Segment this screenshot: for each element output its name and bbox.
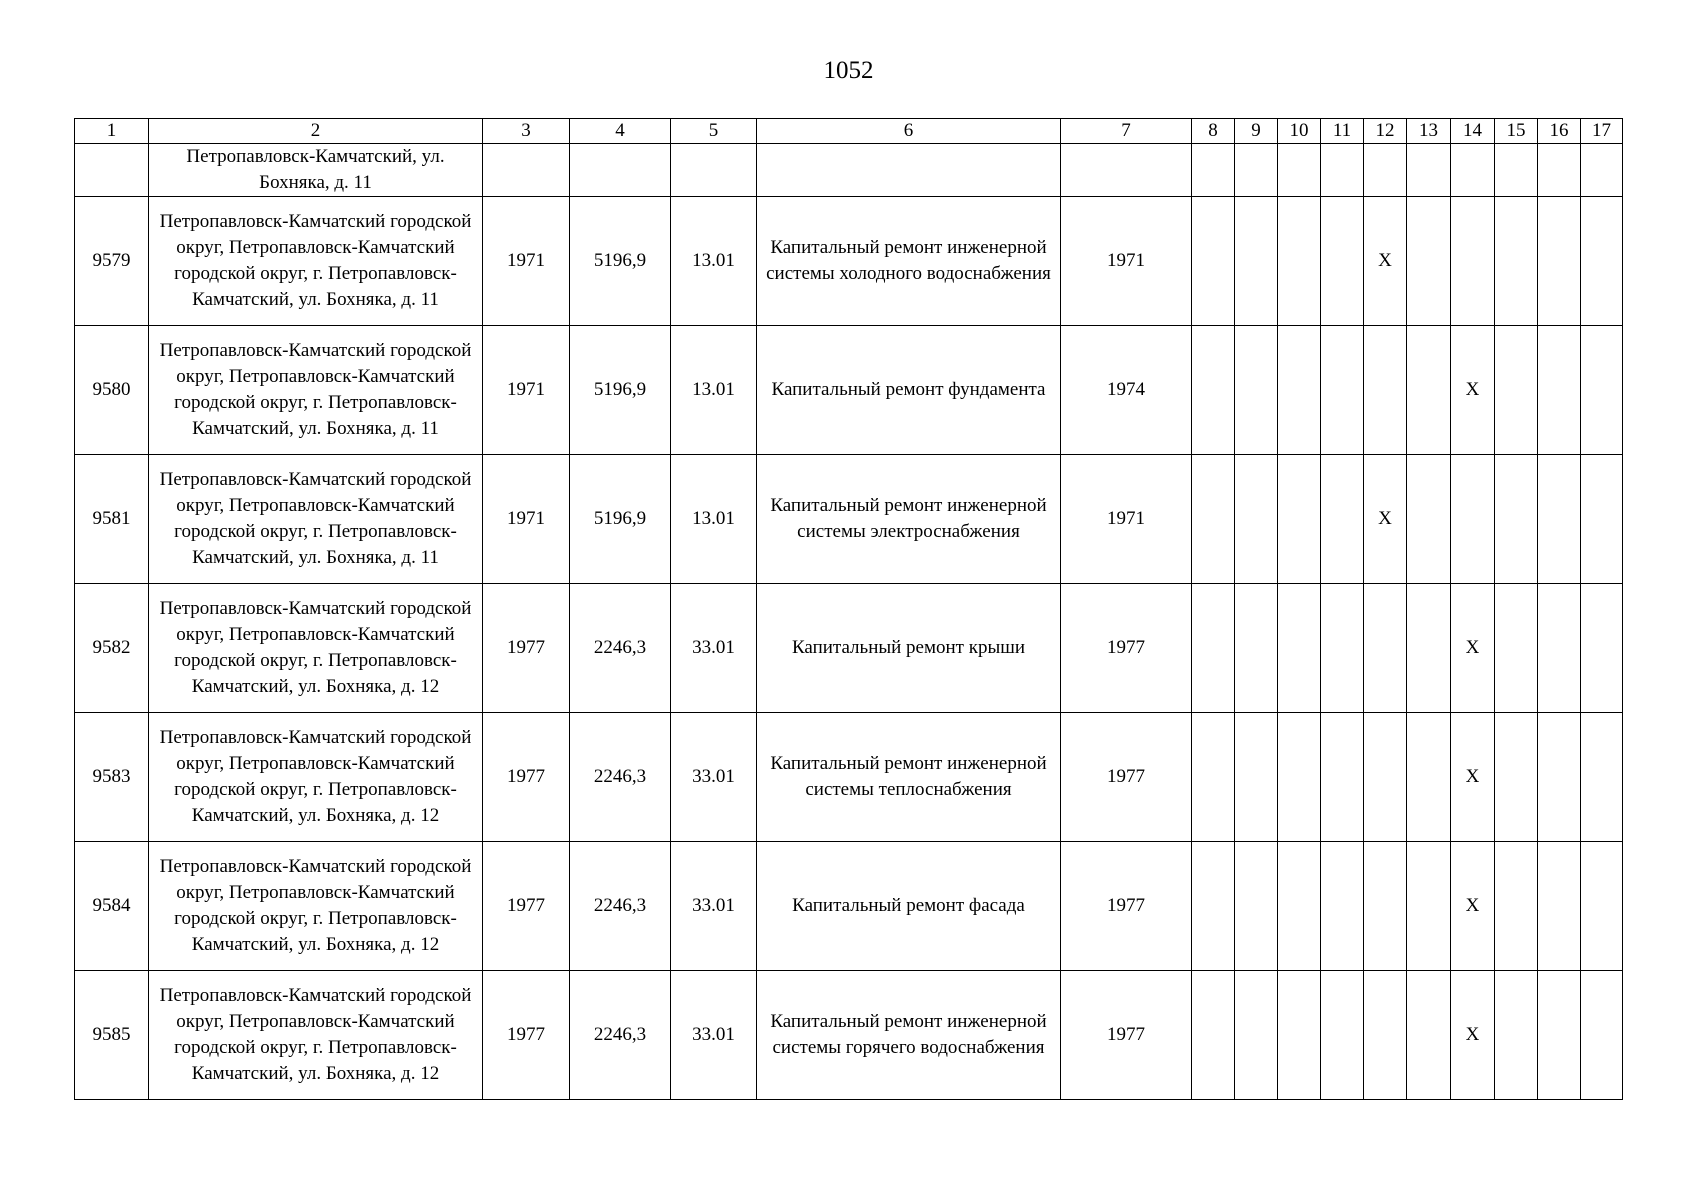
year-built-cell: 1977	[483, 971, 570, 1100]
work-type-cell: Капитальный ремонт инженерной системы горячего водоснабжения	[757, 971, 1061, 1100]
year-cell: 1977	[1061, 971, 1192, 1100]
mark-cell	[1235, 842, 1278, 971]
year-built-cell: 1977	[483, 584, 570, 713]
mark-cell	[1364, 144, 1407, 197]
code-cell: 13.01	[671, 326, 757, 455]
mark-cell	[1235, 584, 1278, 713]
mark-cell	[1538, 455, 1581, 584]
mark-cell	[1278, 197, 1321, 326]
mark-cell	[1538, 197, 1581, 326]
year-built-cell	[483, 144, 570, 197]
address-cell: Петропавловск-Камчатский городской округ, Петропавловск-Камчатский городской округ, г. Петропавловск-Камчатский, ул. Бохняка, д. 12	[149, 842, 483, 971]
mark-cell	[1407, 842, 1451, 971]
mark-cell	[1495, 584, 1538, 713]
code-cell: 33.01	[671, 971, 757, 1100]
table-row	[75, 971, 1623, 1100]
mark-cell	[1495, 842, 1538, 971]
column-header: 10	[1278, 119, 1321, 144]
mark-cell	[1451, 144, 1495, 197]
mark-cell	[1192, 713, 1235, 842]
area-cell: 2246,3	[570, 971, 671, 1100]
mark-cell	[1321, 971, 1364, 1100]
mark-cell	[1364, 971, 1407, 1100]
area-cell: 5196,9	[570, 326, 671, 455]
year-cell: 1971	[1061, 197, 1192, 326]
code-cell: 33.01	[671, 842, 757, 971]
address-cell: Петропавловск-Камчатский, ул. Бохняка, д. 11	[149, 144, 483, 197]
mark-cell: X	[1451, 971, 1495, 1100]
address-cell: Петропавловск-Камчатский городской округ, Петропавловск-Камчатский городской округ, г. Петропавловск-Камчатский, ул. Бохняка, д. 11	[149, 455, 483, 584]
column-header: 16	[1538, 119, 1581, 144]
mark-cell	[1581, 971, 1623, 1100]
address-cell: Петропавловск-Камчатский городской округ, Петропавловск-Камчатский городской округ, г. Петропавловск-Камчатский, ул. Бохняка, д. 12	[149, 584, 483, 713]
address-cell: Петропавловск-Камчатский городской округ, Петропавловск-Камчатский городской округ, г. Петропавловск-Камчатский, ул. Бохняка, д. 12	[149, 971, 483, 1100]
mark-cell	[1321, 197, 1364, 326]
mark-cell	[1192, 971, 1235, 1100]
year-built-cell: 1971	[483, 455, 570, 584]
mark-cell	[1278, 584, 1321, 713]
column-header: 1	[75, 119, 149, 144]
mark-cell	[1192, 144, 1235, 197]
mark-cell	[1451, 197, 1495, 326]
mark-cell	[1192, 197, 1235, 326]
mark-cell	[1538, 144, 1581, 197]
mark-cell: X	[1364, 455, 1407, 584]
header-row	[75, 119, 1623, 144]
mark-cell	[1538, 842, 1581, 971]
table-row	[75, 713, 1623, 842]
mark-cell	[1495, 455, 1538, 584]
code-cell: 13.01	[671, 197, 757, 326]
mark-cell	[1538, 713, 1581, 842]
mark-cell: X	[1451, 584, 1495, 713]
mark-cell	[1407, 713, 1451, 842]
year-built-cell: 1977	[483, 713, 570, 842]
mark-cell	[1321, 144, 1364, 197]
table-row	[75, 842, 1623, 971]
mark-cell	[1495, 713, 1538, 842]
repair-schedule-table	[74, 118, 1623, 1100]
area-cell: 2246,3	[570, 842, 671, 971]
address-cell: Петропавловск-Камчатский городской округ, Петропавловск-Камчатский городской округ, г. Петропавловск-Камчатский, ул. Бохняка, д. 12	[149, 713, 483, 842]
mark-cell	[1321, 326, 1364, 455]
page-number: 1052	[823, 57, 874, 84]
mark-cell	[1538, 584, 1581, 713]
mark-cell	[1581, 144, 1623, 197]
mark-cell	[1581, 842, 1623, 971]
mark-cell	[1581, 713, 1623, 842]
mark-cell	[1235, 326, 1278, 455]
mark-cell	[1192, 455, 1235, 584]
column-header: 11	[1321, 119, 1364, 144]
work-type-cell: Капитальный ремонт фундамента	[757, 326, 1061, 455]
mark-cell	[1235, 713, 1278, 842]
year-cell: 1977	[1061, 584, 1192, 713]
mark-cell	[1235, 144, 1278, 197]
code-cell: 33.01	[671, 713, 757, 842]
table-row	[75, 455, 1623, 584]
mark-cell	[1495, 144, 1538, 197]
mark-cell	[1581, 455, 1623, 584]
mark-cell	[1581, 197, 1623, 326]
column-header: 17	[1581, 119, 1623, 144]
mark-cell	[1495, 197, 1538, 326]
mark-cell	[1192, 326, 1235, 455]
mark-cell	[1495, 326, 1538, 455]
year-built-cell: 1977	[483, 842, 570, 971]
table-header	[75, 119, 1623, 144]
mark-cell: X	[1451, 326, 1495, 455]
column-header: 6	[757, 119, 1061, 144]
mark-cell	[1407, 326, 1451, 455]
column-header: 12	[1364, 119, 1407, 144]
code-cell: 13.01	[671, 455, 757, 584]
mark-cell: X	[1451, 842, 1495, 971]
mark-cell	[1321, 455, 1364, 584]
mark-cell: X	[1364, 197, 1407, 326]
column-header: 5	[671, 119, 757, 144]
year-cell: 1974	[1061, 326, 1192, 455]
mark-cell	[1278, 971, 1321, 1100]
table-row	[75, 584, 1623, 713]
work-type-cell: Капитальный ремонт инженерной системы электроснабжения	[757, 455, 1061, 584]
row-number-cell: 9580	[75, 326, 149, 455]
code-cell	[671, 144, 757, 197]
continuation-row	[75, 144, 1623, 197]
address-cell: Петропавловск-Камчатский городской округ, Петропавловск-Камчатский городской округ, г. Петропавловск-Камчатский, ул. Бохняка, д. 11	[149, 197, 483, 326]
mark-cell	[1235, 197, 1278, 326]
mark-cell	[1581, 584, 1623, 713]
mark-cell	[1278, 713, 1321, 842]
table-row	[75, 326, 1623, 455]
row-number-cell: 9583	[75, 713, 149, 842]
column-header: 3	[483, 119, 570, 144]
mark-cell	[1538, 971, 1581, 1100]
row-number-cell: 9579	[75, 197, 149, 326]
area-cell: 2246,3	[570, 584, 671, 713]
area-cell: 5196,9	[570, 197, 671, 326]
column-header: 8	[1192, 119, 1235, 144]
work-type-cell: Капитальный ремонт крыши	[757, 584, 1061, 713]
column-header: 14	[1451, 119, 1495, 144]
mark-cell	[1278, 326, 1321, 455]
work-type-cell: Капитальный ремонт инженерной системы холодного водоснабжения	[757, 197, 1061, 326]
mark-cell	[1407, 455, 1451, 584]
mark-cell	[1407, 144, 1451, 197]
row-number-cell: 9584	[75, 842, 149, 971]
address-cell: Петропавловск-Камчатский городской округ, Петропавловск-Камчатский городской округ, г. Петропавловск-Камчатский, ул. Бохняка, д. 11	[149, 326, 483, 455]
mark-cell	[1192, 584, 1235, 713]
area-cell	[570, 144, 671, 197]
code-cell: 33.01	[671, 584, 757, 713]
mark-cell	[1278, 455, 1321, 584]
area-cell: 5196,9	[570, 455, 671, 584]
mark-cell	[1364, 842, 1407, 971]
work-type-cell: Капитальный ремонт фасада	[757, 842, 1061, 971]
column-header: 15	[1495, 119, 1538, 144]
mark-cell	[1407, 197, 1451, 326]
mark-cell	[1407, 584, 1451, 713]
year-cell: 1977	[1061, 713, 1192, 842]
year-built-cell: 1971	[483, 197, 570, 326]
table-row	[75, 197, 1623, 326]
year-built-cell: 1971	[483, 326, 570, 455]
mark-cell	[1364, 326, 1407, 455]
row-number-cell: 9581	[75, 455, 149, 584]
column-header: 7	[1061, 119, 1192, 144]
column-header: 4	[570, 119, 671, 144]
mark-cell: X	[1451, 713, 1495, 842]
mark-cell	[1321, 584, 1364, 713]
mark-cell	[1407, 971, 1451, 1100]
mark-cell	[1321, 713, 1364, 842]
mark-cell	[1235, 455, 1278, 584]
year-cell: 1971	[1061, 455, 1192, 584]
mark-cell	[1235, 971, 1278, 1100]
row-number-cell: 9582	[75, 584, 149, 713]
mark-cell	[1278, 144, 1321, 197]
mark-cell	[1364, 584, 1407, 713]
mark-cell	[1192, 842, 1235, 971]
row-number-cell: 9585	[75, 971, 149, 1100]
column-header: 13	[1407, 119, 1451, 144]
work-type-cell: Капитальный ремонт инженерной системы теплоснабжения	[757, 713, 1061, 842]
column-header: 2	[149, 119, 483, 144]
row-number-cell	[75, 144, 149, 197]
mark-cell	[1495, 971, 1538, 1100]
mark-cell	[1321, 842, 1364, 971]
work-type-cell	[757, 144, 1061, 197]
mark-cell	[1538, 326, 1581, 455]
year-cell: 1977	[1061, 842, 1192, 971]
column-header: 9	[1235, 119, 1278, 144]
year-cell	[1061, 144, 1192, 197]
mark-cell	[1364, 713, 1407, 842]
table-body	[75, 144, 1623, 1100]
mark-cell	[1278, 842, 1321, 971]
mark-cell	[1451, 455, 1495, 584]
area-cell: 2246,3	[570, 713, 671, 842]
mark-cell	[1581, 326, 1623, 455]
